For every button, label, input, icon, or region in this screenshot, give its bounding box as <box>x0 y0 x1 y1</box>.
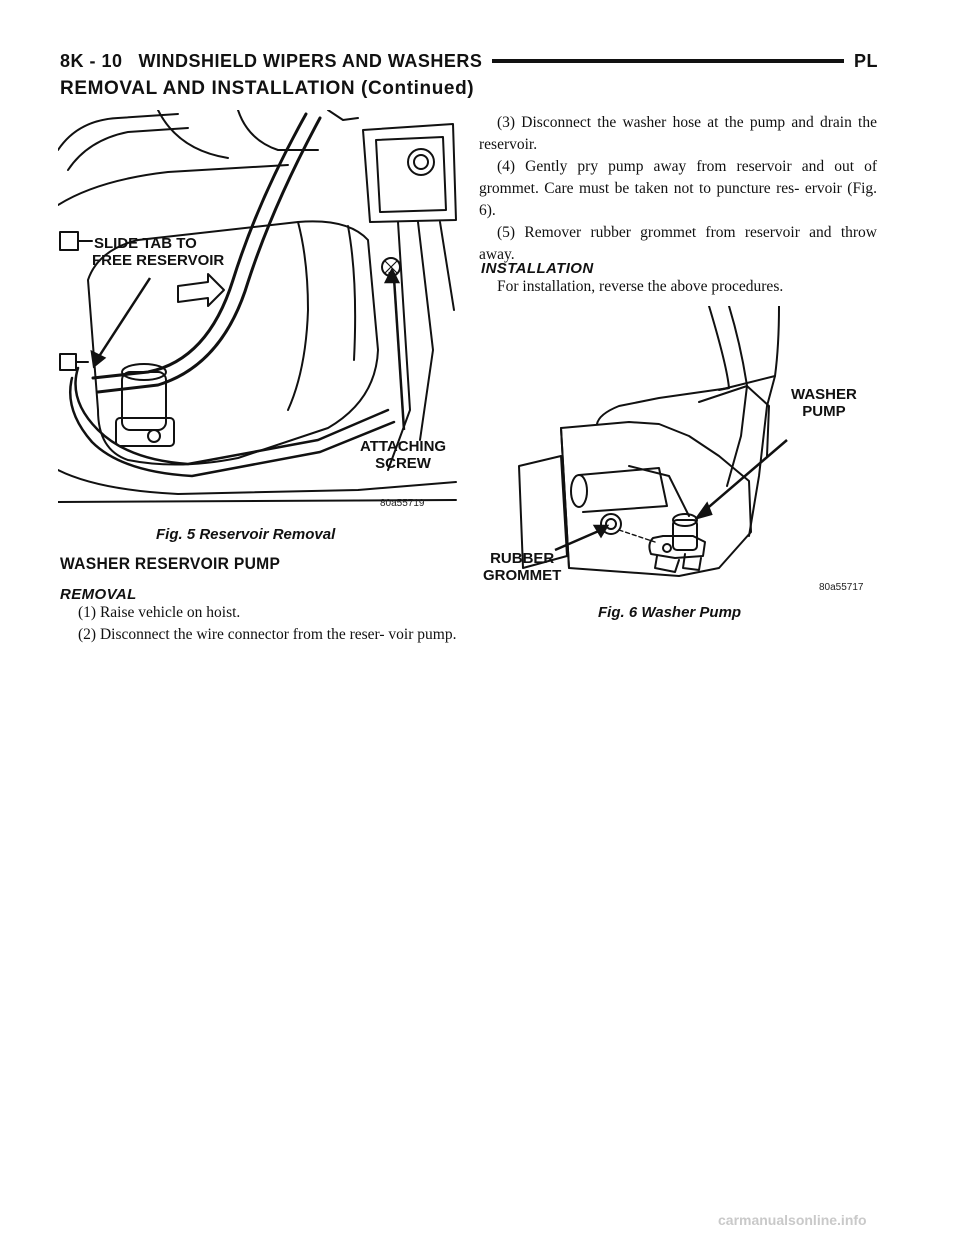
figure-5-ref: 80a55719 <box>380 498 425 509</box>
continued-title: REMOVAL AND INSTALLATION (Continued) <box>60 78 475 99</box>
callout-washer-pump <box>791 386 857 420</box>
callout-rubber-grommet-line2: GROMMET <box>483 567 562 584</box>
installation-heading: INSTALLATION <box>481 260 594 277</box>
section-name: WINDSHIELD WIPERS AND WASHERS <box>138 50 483 71</box>
callout-rubber-grommet <box>483 550 561 584</box>
figure-5-caption: Fig. 5 Reservoir Removal <box>156 526 336 543</box>
page-number: 8K - 10 <box>60 50 123 71</box>
figure-6-washer-pump <box>479 306 879 600</box>
callout-attaching-screw <box>360 438 446 472</box>
callout-slide-tab-line1: SLIDE TAB TO <box>94 235 197 252</box>
step-3: (3) Disconnect the washer hose at the pump and drain the reservoir. <box>479 114 877 153</box>
callout-washer-pump-line2: PUMP <box>802 403 846 420</box>
running-header <box>60 48 878 74</box>
figure-6-caption: Fig. 6 Washer Pump <box>598 604 742 621</box>
installation-text: For installation, reverse the above procedures. <box>497 278 784 295</box>
callout-washer-pump-line1: WASHER <box>791 386 857 403</box>
figure-6-ref: 80a55717 <box>819 582 864 593</box>
section-title: WASHER RESERVOIR PUMP <box>60 554 281 573</box>
step-2: (2) Disconnect the wire connector from the reser- voir pump. <box>78 626 457 643</box>
callout-attaching-screw-line2: SCREW <box>375 455 431 472</box>
step-1: (1) Raise vehicle on hoist. <box>78 604 241 621</box>
callout-slide-tab <box>92 235 224 269</box>
callout-attaching-screw-line1: ATTACHING <box>360 438 447 455</box>
callout-slide-tab-line2: FREE RESERVOIR <box>92 252 225 269</box>
step-4: (4) Gently pry pump away from reservoir and out of grommet. Care must be taken not to puncture res- ervoir (Fig. 6). <box>479 158 877 219</box>
removal-heading: REMOVAL <box>60 586 137 603</box>
callout-rubber-grommet-line1: RUBBER <box>490 550 555 567</box>
figure-5-reservoir-removal <box>58 110 458 512</box>
header-rule <box>492 59 844 63</box>
manual-code: PL <box>853 50 878 71</box>
footer-watermark: carmanualsonline.info <box>718 1212 867 1228</box>
step-5: (5) Remover rubber grommet from reservoir and throw away. <box>479 224 877 263</box>
